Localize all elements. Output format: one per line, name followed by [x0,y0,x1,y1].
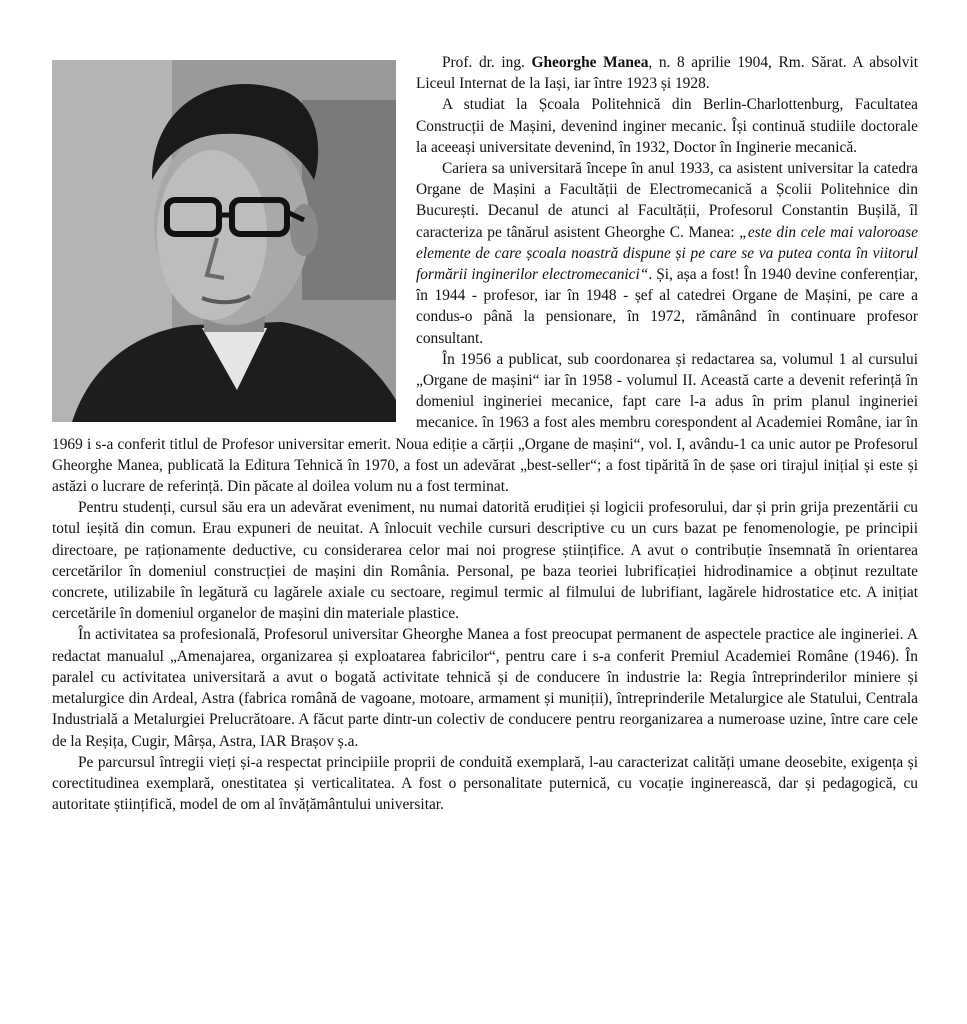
biography-page [52,52,918,815]
professional-activity-paragraph: În activitatea sa profesională, Profesorul universitar Gheorghe Manea a fost preocupat permanent de aspectele practice ale ingineriei. A redactat manualul „Amenajarea, organizarea și exploatarea fabricilor“, pentru care i s-a conferit Premiul Academiei Române (1946). În paralel cu activitatea universitară a avut o bogată activitate tehnică și de conducere în industrie la: Regia întreprinderilor miniere și metalurgice din Ardeal, Astra (fabrica română de vagoane, motoare, armament și muniții), întreprinderile Metalurgice ale Statului, Centrala Industrială a Metalurgiei Prelucrătoare. A făcut parte dintr-un colectiv de conducere pentru reorganizarea a numeroase uzine, între care cele de la Reșița, Cugir, Mârșa, Astra, IAR Brașov ș.a. [52,626,918,750]
career-text-before: Cariera sa universitară începe în anul 1933, ca asistent universitar la catedra Organe de Mașini a Facultății de Electromecanică a Școlii Politehnice din București. Decanul de atunci al Facultății, Profesorul Constantin Bușilă, îl caracteriza pe tânărul asistent Gheorghe C. Manea: [416,160,918,241]
person-name: Gheorghe Manea [531,54,649,71]
intro-rest: , n. 8 aprilie 1904, Rm. Sărat. A absolvit Liceul Internat de la Iași, iar între 1923 și 1928. [416,54,918,93]
publications-paragraph: În 1956 a publicat, sub coordonarea și redactarea sa, volumul 1 al cursului „Organe de mașini“ iar în 1958 - volumul II. Această carte a devenit referință în domeniul ingineriei mecanice, fapt care l-a adus în prim planul ingineriei mecanice. în 1963 a fost ales membru corespondent al Academiei Române, iar în 1969 i s-a conferit titlul de Profesor universitar emerit. Noua ediție a cărții „Organe de mașini“, vol. I, avându-1 ca unic autor pe Profesorul Gheorghe Manea, publicată la Editura Tehnică în 1970, a fost un adevărat „best-seller“; a fost tipărită în de șase ori tirajul inițial și este și astăzi o lucrare de referință. Din păcate al doilea volum nu a fost terminat. [52,350,918,496]
intro-prefix: Prof. dr. ing. [442,54,532,71]
studies-paragraph: A studiat la Școala Politehnică din Berlin-Charlottenburg, Facultatea Construcții de Mașini, devenind inginer mecanic. Își continuă studiile doctorale la aceeași universitate devenind, în 1932, Doctor în Inginerie mecanică. [416,96,918,156]
dean-quote: „este din cele mai valoroase elemente de care școala noastră dispune și pe care se va putea conta în viitorul formării inginerilor electromecanici“ [416,223,918,284]
teaching-paragraph: Pentru studenți, cursul său era un adevărat eveniment, nu numai datorită erudiției și logicii profesorului, dar și prin grija prezentării cu totul ieșită din comun. Erau expuneri de neuitat. A înlocuit vechile cursuri descriptive cu un curs bazat pe fenomenologie, pe principii directoare, pe raționamente deductive, cu considerarea celor mai noi progrese științifice. A avut o contribuție însemnată în orientarea cercetărilor în domeniul construcției de mașini din România. Personal, pe baza teoriei lubrificației hidrodinamice a obținut rezultate concrete, utilizabile în legătură cu lagărele axiale cu sectoare, regimul termic al filmului de lubrifiant, lagărele hidrostatice etc. A inițiat cercetările în domeniul organelor de mașini din materiale plastice. [52,499,918,623]
legacy-paragraph: Pe parcursul întregii vieți și-a respectat principiile proprii de conduită exemplară, l-au caracterizat calități umane deosebite, exigența și corectitudinea exemplară, onestitatea și verticalitatea. A fost o personalitate puternică, cu vocație inginerească, dar și pedagogică, cu autoritate științifică, model de om al învățământului universitar. [52,753,918,814]
portrait-photo [52,60,396,422]
career-text-after: . Și, așa a fost! În 1940 devine conferențiar, în 1944 - profesor, iar în 1948 - șef al catedrei Organe de Mașini, pe care a condus-o până la pensionare, în 1972, rămânând în continuare profesor consultant. [416,266,918,347]
portrait-illustration [52,60,396,422]
